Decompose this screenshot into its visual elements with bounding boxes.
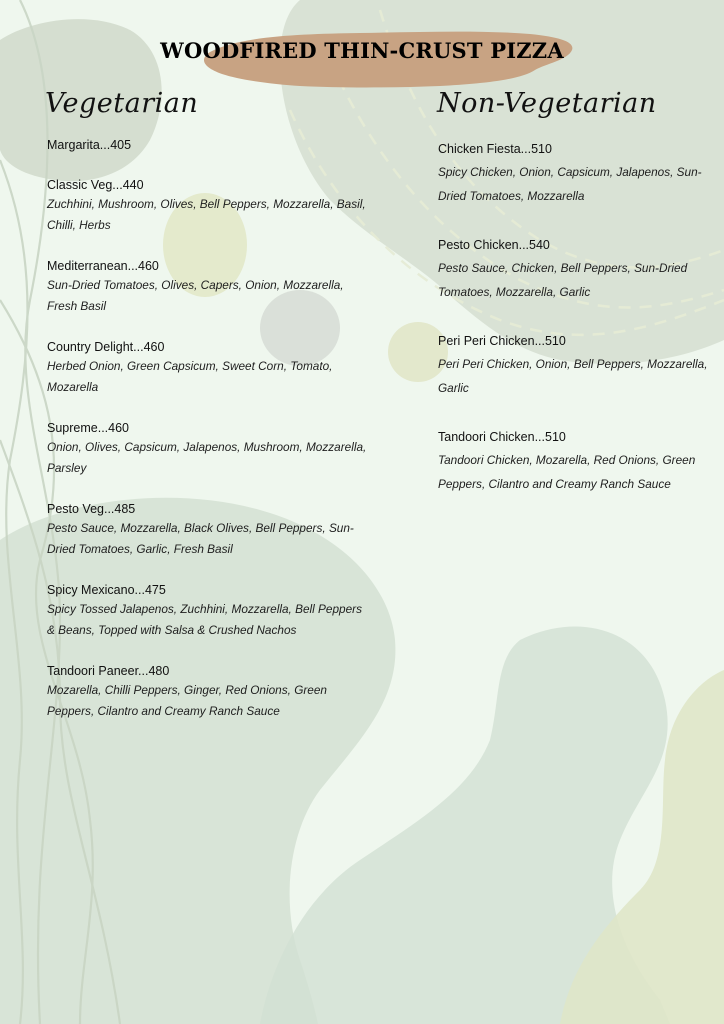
menu-item-description: Zuchhini, Mushroom, Olives, Bell Peppers, Mozzarella, Basil, Chilli, Herbs [47, 197, 366, 232]
menu-item [438, 332, 708, 400]
vegetarian-column [47, 136, 367, 743]
title-block [0, 34, 724, 74]
menu-item-name: Tandoori Chicken...510 [438, 430, 566, 444]
menu-item [47, 419, 367, 478]
menu-item-description: Onion, Olives, Capsicum, Jalapenos, Mushroom, Mozzarella, Parsley [47, 440, 367, 475]
page-title: WOODFIRED THIN-CRUST PIZZA [160, 38, 564, 63]
menu-item [438, 236, 708, 304]
menu-item [47, 662, 367, 721]
menu-item-description: Spicy Chicken, Onion, Capsicum, Jalapenos, Sun-Dried Tomatoes, Mozzarella [438, 165, 702, 203]
menu-item-name: Classic Veg...440 [47, 178, 144, 192]
menu-item-description: Mozarella, Chilli Peppers, Ginger, Red Onions, Green Peppers, Cilantro and Creamy Ranch Sauce [47, 683, 327, 718]
menu-item-name: Pesto Veg...485 [47, 502, 136, 516]
menu-item [47, 176, 367, 235]
menu-item-description: Peri Peri Chicken, Onion, Bell Peppers, Mozzarella, Garlic [438, 357, 708, 395]
non-vegetarian-heading: Non-Vegetarian [437, 88, 657, 119]
menu-item-name: Mediterranean...460 [47, 259, 159, 273]
menu-item [438, 428, 708, 496]
menu-item [438, 140, 708, 208]
menu-item-name: Margarita...405 [47, 138, 132, 152]
menu-item [47, 257, 367, 316]
menu-item-description: Spicy Tossed Jalapenos, Zuchhini, Mozzarella, Bell Peppers & Beans, Topped with Salsa & Crushed Nachos [47, 602, 362, 637]
menu-item-description: Herbed Onion, Green Capsicum, Sweet Corn, Tomato, Mozarella [47, 359, 333, 394]
menu-item [47, 136, 367, 154]
menu-item-name: Country Delight...460 [47, 340, 165, 354]
menu-item-name: Spicy Mexicano...475 [47, 583, 166, 597]
vegetarian-heading: Vegetarian [45, 88, 199, 119]
menu-item-name: Supreme...460 [47, 421, 129, 435]
menu-item-description: Pesto Sauce, Chicken, Bell Peppers, Sun-Dried Tomatoes, Mozzarella, Garlic [438, 261, 688, 299]
menu-item-name: Tandoori Paneer...480 [47, 664, 170, 678]
menu-item [47, 338, 367, 397]
menu-item-description: Pesto Sauce, Mozzarella, Black Olives, Bell Peppers, Sun-Dried Tomatoes, Garlic, Fresh Basil [47, 521, 354, 556]
menu-item-description: Tandoori Chicken, Mozarella, Red Onions, Green Peppers, Cilantro and Creamy Ranch Sauce [438, 453, 696, 491]
menu-item-name: Peri Peri Chicken...510 [438, 334, 566, 348]
non-vegetarian-column [438, 140, 708, 524]
menu-item-name: Pesto Chicken...540 [438, 238, 550, 252]
menu-item [47, 500, 367, 559]
menu-item [47, 581, 367, 640]
menu-item-name: Chicken Fiesta...510 [438, 142, 552, 156]
menu-item-description: Sun-Dried Tomatoes, Olives, Capers, Onion, Mozzarella, Fresh Basil [47, 278, 344, 313]
